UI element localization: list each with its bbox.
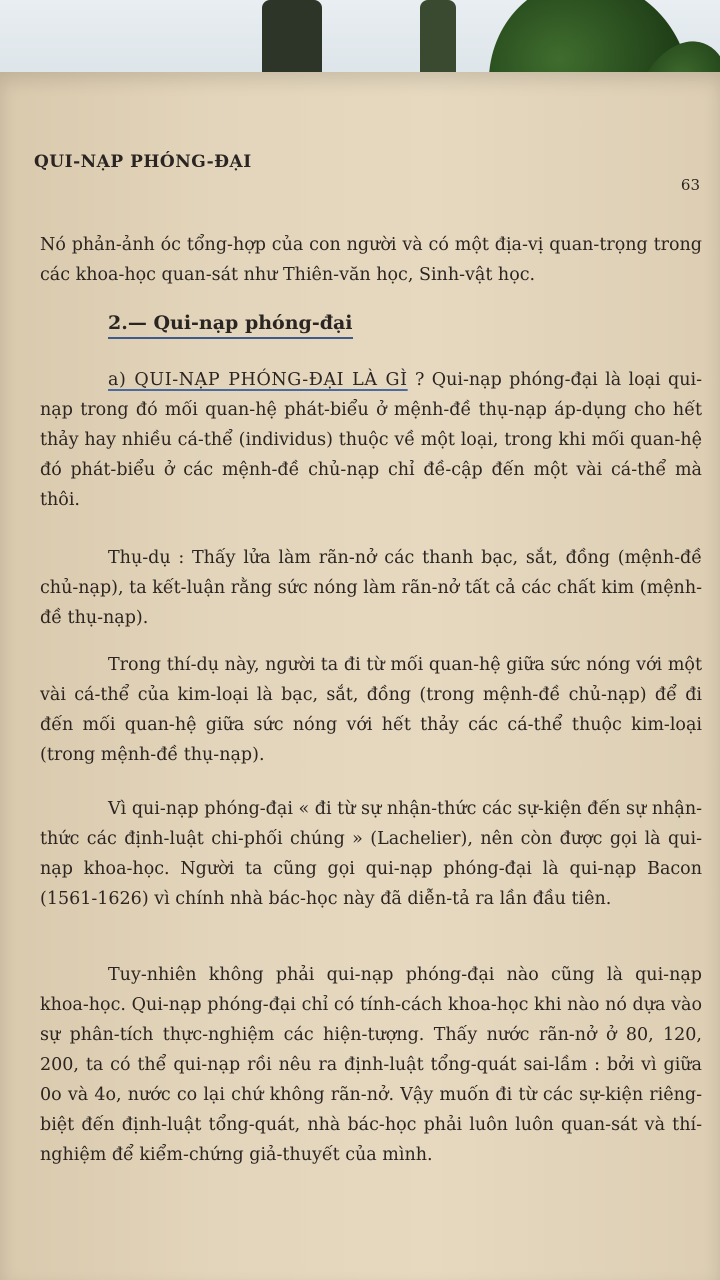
sub-heading: a) QUI-NẠP PHÓNG-ĐẠI LÀ GÌ [108, 370, 408, 390]
section-heading: 2.— Qui-nạp phóng-đại [108, 312, 353, 339]
intro-text: Nó phản-ảnh óc tổng-hợp của con người và có một địa-vị quan-trọng trong các khoa-học quan-sát như Thiên-văn học, Sinh-vật học. [40, 235, 702, 285]
plant-stem [420, 0, 456, 82]
caveat-text: Tuy-nhiên không phải qui-nạp phóng-đại nào cũng là qui-nạp khoa-học. Qui-nạp phóng-đại chỉ có tính-cách khoa-học khi nào nó dựa vào sự phân-tích thực-nghiệm các hiện-tượng. Thấy nước rãn-nở ở 80, 120, 200, ta có thể qui-nạp rồi nêu ra định-luật tổng-quát sai-lầm : bởi vì giữa 0o và 4o, nước co lại chứ không rãn-nở. Vậy muốn đi từ các sự-kiện riêng-biệt đến định-luật tổng-quát, nhà bác-học phải luôn luôn quan-sát và thí-nghiệm để kiểm-chứng giả-thuyết của mình. [40, 965, 702, 1165]
bacon-paragraph [40, 794, 702, 914]
page-number: 63 [680, 176, 700, 194]
plant-stem [262, 0, 322, 80]
example-paragraph [40, 543, 702, 633]
definition-body: ? Qui-nạp phóng-đại là loại qui-nạp trong đó mối quan-hệ phát-biểu ở mệnh-đề thụ-nạp áp-dụng cho hết thảy hay nhiều cá-thể (individus) thuộc về một loại, trong khi mối quan-hệ đó phát-biểu ở các mệnh-đề chủ-nạp chỉ đề-cập đến một vài cá-thể mà thôi. [40, 370, 702, 510]
definition-paragraph [40, 365, 702, 515]
explanation-paragraph [40, 650, 702, 770]
definition-text [40, 365, 702, 515]
intro-paragraph [40, 230, 702, 290]
explanation-text: Trong thí-dụ này, người ta đi từ mối quan-hệ giữa sức nóng với một vài cá-thể của kim-loại là bạc, sắt, đồng (trong mệnh-đề chủ-nạp) để đi đến mối quan-hệ giữa sức nóng với hết thảy các cá-thể thuộc kim-loại (trong mệnh-đề thụ-nạp). [40, 655, 702, 765]
bacon-text: Vì qui-nạp phóng-đại « đi từ sự nhận-thức các sự-kiện đến sự nhận-thức các định-luật chi-phối chúng » (Lachelier), nên còn được gọi là qui-nạp khoa-học. Người ta cũng gọi qui-nạp phóng-đại là qui-nạp Bacon (1561-1626) vì chính nhà bác-học này đã diễn-tả ra lần đầu tiên. [40, 799, 702, 909]
example-text: Thụ-dụ : Thấy lửa làm rãn-nở các thanh bạc, sắt, đồng (mệnh-đề chủ-nạp), ta kết-luận rằng sức nóng làm rãn-nở tất cả các chất kim (mệnh-đề thụ-nạp). [40, 548, 702, 628]
caveat-paragraph [40, 960, 702, 1170]
running-head: QUI-NẠP PHÓNG-ĐẠI [34, 152, 252, 172]
